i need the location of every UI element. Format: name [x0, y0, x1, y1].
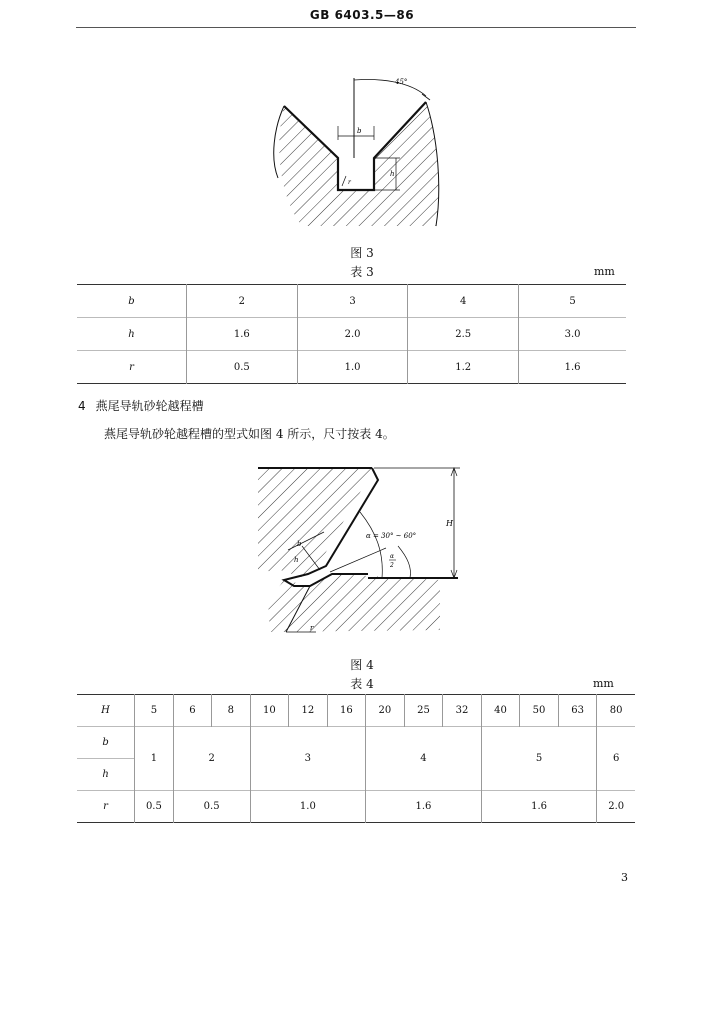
standard-header: GB 6403.5—86	[309, 8, 415, 22]
page-number: 3	[621, 871, 628, 884]
table-cell: 1.6	[366, 791, 482, 823]
table-row	[77, 695, 635, 727]
fig4-r-label: r	[310, 624, 314, 632]
table-cell: 8	[212, 695, 250, 727]
table-cell: 6	[597, 727, 635, 791]
table-cell: 2.0	[297, 318, 408, 351]
section-number: 4	[78, 399, 86, 413]
fig4-b-label: b	[297, 540, 302, 548]
table-cell: b	[77, 727, 135, 759]
table-cell: 6	[173, 695, 211, 727]
section-4-heading	[78, 397, 204, 414]
half-alpha-bottom: 2	[390, 562, 394, 569]
table-cell: 16	[327, 695, 366, 727]
table-4-unit: mm	[593, 677, 614, 690]
table-cell: h	[77, 759, 135, 791]
table-cell: 32	[443, 695, 482, 727]
figure-3-caption: 图 3	[350, 246, 374, 260]
fig3-b-label: b	[357, 127, 362, 135]
table-cell: 0.5	[187, 351, 298, 384]
table-cell: 2	[187, 285, 298, 318]
table-row	[77, 351, 626, 384]
table-3	[77, 284, 626, 384]
table-cell: 10	[250, 695, 289, 727]
table-cell: 40	[481, 695, 520, 727]
table-3-title: 表 3	[350, 265, 374, 279]
table-cell: 2.0	[597, 791, 635, 823]
fig4-H-label: H	[446, 519, 453, 528]
angle-45-label: 45°	[395, 78, 408, 86]
table-cell: 0.5	[135, 791, 174, 823]
table-3-unit: mm	[594, 265, 615, 278]
figure-4-caption: 图 4	[350, 658, 374, 672]
figure-4-drawing	[250, 462, 465, 640]
table-cell: 80	[597, 695, 635, 727]
table-cell: 1	[135, 727, 174, 791]
table-cell: 1.0	[250, 791, 366, 823]
table-cell: 3	[250, 727, 366, 791]
table-cell: 1.6	[187, 318, 298, 351]
table-cell: 2.5	[408, 318, 519, 351]
table-row	[77, 318, 626, 351]
fig3-r-label: r	[348, 179, 351, 186]
section-4-text: 燕尾导轨砂轮越程槽的型式如图 4 所示，尺寸按表 4。	[104, 427, 395, 441]
table-row	[77, 727, 635, 759]
half-alpha-top: α	[390, 553, 395, 560]
table-cell: 1.0	[297, 351, 408, 384]
section-title: 燕尾导轨砂轮越程槽	[95, 399, 204, 413]
table-cell: 5	[519, 285, 626, 318]
table-cell: 25	[404, 695, 443, 727]
table-4	[77, 694, 635, 823]
table-cell: H	[101, 705, 110, 716]
table-row	[77, 791, 635, 823]
table-cell: 20	[366, 695, 405, 727]
table-cell: 12	[289, 695, 328, 727]
table-cell: 3	[297, 285, 408, 318]
table-cell: 63	[558, 695, 597, 727]
table-cell: r	[77, 351, 187, 384]
table-row	[77, 285, 626, 318]
table-cell: h	[77, 318, 187, 351]
table-cell: 3.0	[519, 318, 626, 351]
table-cell: 4	[366, 727, 482, 791]
table-cell: 1.2	[408, 351, 519, 384]
fig3-h-label: h	[390, 170, 395, 178]
table-cell: r	[77, 791, 135, 823]
table-4-title: 表 4	[350, 677, 374, 691]
table-cell: 2	[173, 727, 250, 791]
figure-3-drawing	[262, 68, 448, 228]
table-cell: 0.5	[173, 791, 250, 823]
fig4-h-label: h	[294, 556, 299, 564]
table-cell: 5	[481, 727, 597, 791]
table-cell: 50	[520, 695, 559, 727]
table-cell: 4	[408, 285, 519, 318]
alpha-range-label: α = 30° ~ 60°	[366, 532, 417, 540]
table-cell: 1.6	[481, 791, 597, 823]
table-cell: b	[128, 295, 135, 307]
table-cell: 1.6	[519, 351, 626, 384]
table-cell: 5	[135, 695, 174, 727]
header-rule	[76, 27, 636, 28]
